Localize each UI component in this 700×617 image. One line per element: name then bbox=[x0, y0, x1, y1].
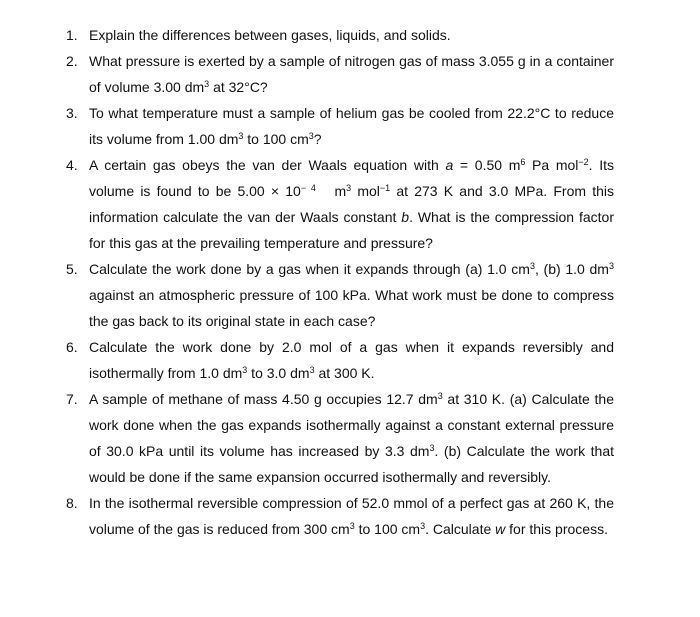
question-item bbox=[66, 334, 614, 386]
question-list bbox=[66, 22, 614, 542]
question-text: Calculate the work done by a gas when it expands through (a) 1.0 $cm^3$, (b) 1.0 $dm^3$ against an atmospheric pressure of 100 kPa. What work must be done to compress the gas back to its original state in each case? bbox=[89, 261, 614, 329]
question-text: Calculate the work done by 2.0 mol of a gas when it expands reversibly and isothermally from 1.0 $dm^3$ to 3.0 $dm^3$ at 300 K. bbox=[89, 339, 614, 381]
question-item bbox=[66, 22, 614, 48]
question-item bbox=[66, 490, 614, 542]
question-text: A sample of methane of mass 4.50 g occupies 12.7 $dm^3$ at 310 K. (a) Calculate the work done when the gas expands isothermally against a constant external pressure of 30.0 kPa until its volume has increased by 3.3 $dm^3$. (b) Calculate the work that would be done if the same expansion occurred isothermally and reversibly. bbox=[89, 391, 615, 485]
question-text: Explain the differences between gases, liquids, and solids. bbox=[89, 27, 451, 43]
question-item bbox=[66, 100, 614, 152]
question-number: 6. bbox=[66, 339, 78, 355]
question-text: In the isothermal reversible compression of 52.0 mmol of a perfect gas at 260 K, the volume of the gas is reduced from 300 $cm^3$ to 100 $cm^3$. Calculate w for this process. bbox=[89, 495, 614, 537]
question-number: 7. bbox=[66, 391, 78, 407]
question-number: 2. bbox=[66, 53, 78, 69]
question-text: What pressure is exerted by a sample of nitrogen gas of mass 3.055 g in a container of volume 3.00 $dm^3$ at 32°C? bbox=[89, 53, 614, 95]
question-number: 1. bbox=[66, 27, 78, 43]
question-item bbox=[66, 256, 614, 334]
question-item bbox=[66, 152, 614, 256]
question-number: 4. bbox=[66, 157, 78, 173]
question-number: 3. bbox=[66, 105, 78, 121]
question-number: 5. bbox=[66, 261, 78, 277]
question-text: To what temperature must a sample of helium gas be cooled from 22.2°C to reduce its volume from 1.00 $dm^3$ to 100 $cm^3$? bbox=[89, 105, 614, 147]
question-number: 8. bbox=[66, 495, 78, 511]
question-text: A certain gas obeys the van der Waals equation with a = 0.50 $m^6$ Pa mol$^{-2}$. Its volume is found to be $5.00 \times 10^{- 4}$ $m^3$ mol$^{-1}$ at 273 K and 3.0 MPa. From this information calculate the van der Waals constant b. What is the compression factor for this gas at the prevailing temperature and pressure? bbox=[89, 157, 615, 251]
question-item bbox=[66, 386, 614, 490]
question-item bbox=[66, 48, 614, 100]
